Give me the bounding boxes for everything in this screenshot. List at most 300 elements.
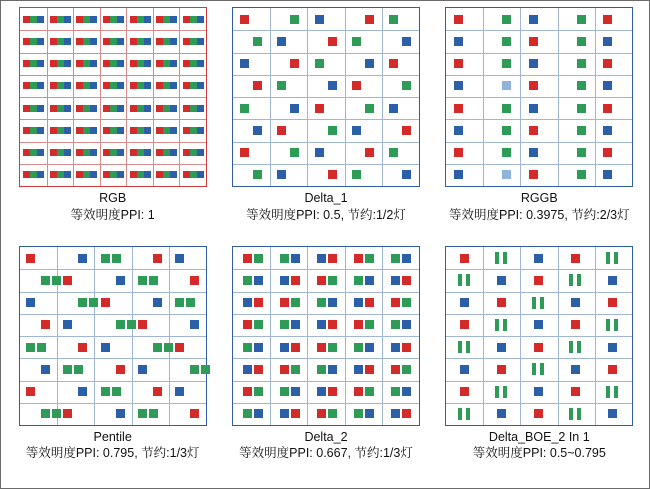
subpixel-bar bbox=[606, 252, 610, 264]
panel-inner bbox=[233, 247, 419, 425]
subpixel-dot bbox=[197, 38, 204, 45]
grid-line-horizontal bbox=[233, 403, 419, 404]
subpixel-dot bbox=[30, 149, 37, 156]
subpixel-dot bbox=[253, 126, 262, 135]
subpixel-dot bbox=[603, 15, 612, 24]
subpixel-bar bbox=[495, 319, 499, 331]
subpixel-dot bbox=[170, 16, 177, 23]
subpixel-dot bbox=[57, 38, 64, 45]
subpixel-dot bbox=[254, 254, 263, 263]
subpixel-dot bbox=[534, 387, 543, 396]
subpixel-bar bbox=[577, 274, 581, 286]
subpixel-dot bbox=[577, 126, 586, 135]
grid-line-horizontal bbox=[233, 292, 419, 293]
subpixel-dot bbox=[354, 365, 363, 374]
subpixel-dot bbox=[130, 60, 137, 67]
grid-line-horizontal bbox=[20, 403, 206, 404]
grid-line-vertical bbox=[558, 8, 559, 186]
subpixel-dot bbox=[190, 105, 197, 112]
subpixel-dot bbox=[50, 16, 57, 23]
subpixel-dot bbox=[30, 82, 37, 89]
subpixel-dot bbox=[103, 171, 110, 178]
subpixel-dot bbox=[89, 298, 98, 307]
subpixel-dot bbox=[603, 126, 612, 135]
subpixel-dot bbox=[50, 149, 57, 156]
panel-cell-delta-boe-2-in-1 bbox=[436, 246, 643, 483]
subpixel-dot bbox=[389, 15, 398, 24]
subpixel-dot bbox=[502, 59, 511, 68]
subpixel-dot bbox=[64, 171, 71, 178]
grid-line-vertical bbox=[126, 8, 127, 186]
subpixel-dot bbox=[83, 127, 90, 134]
subpixel-dot bbox=[78, 387, 87, 396]
subpixel-dot bbox=[90, 127, 97, 134]
subpixel-dot bbox=[78, 343, 87, 352]
subpixel-dot bbox=[101, 298, 110, 307]
subpixel-dot bbox=[37, 82, 44, 89]
grid-line-vertical bbox=[307, 247, 308, 425]
subpixel-dot bbox=[291, 276, 300, 285]
subpixel-bar bbox=[577, 408, 581, 420]
grid-line-horizontal bbox=[446, 292, 632, 293]
subpixel-dot bbox=[291, 254, 300, 263]
grid-line-horizontal bbox=[233, 381, 419, 382]
subpixel-dot bbox=[137, 171, 144, 178]
subpixel-dot bbox=[144, 105, 151, 112]
panel-inner bbox=[446, 8, 632, 186]
grid-line-vertical bbox=[270, 8, 271, 186]
subpixel-dot bbox=[328, 276, 337, 285]
subpixel-bar bbox=[606, 386, 610, 398]
subpixel-dot bbox=[197, 16, 204, 23]
subpixel-dot bbox=[130, 105, 137, 112]
panel-inner bbox=[20, 247, 206, 425]
subpixel-dot bbox=[280, 254, 289, 263]
subpixel-dot bbox=[291, 365, 300, 374]
grid-line-horizontal bbox=[446, 403, 632, 404]
subpixel-dot bbox=[23, 38, 30, 45]
subpixel-bar bbox=[569, 341, 573, 353]
subpixel-dot bbox=[90, 38, 97, 45]
subpixel-bar bbox=[466, 341, 470, 353]
subpixel-dot bbox=[460, 387, 469, 396]
subpixel-dot bbox=[315, 104, 324, 113]
subpixel-dot bbox=[183, 60, 190, 67]
subpixel-dot bbox=[101, 387, 110, 396]
subpixel-dot bbox=[156, 38, 163, 45]
subpixel-dot bbox=[57, 171, 64, 178]
grid-line-vertical bbox=[520, 247, 521, 425]
subpixel-dot bbox=[76, 171, 83, 178]
panel-cell-rggb bbox=[436, 7, 643, 244]
subpixel-dot bbox=[277, 170, 286, 179]
subpixel-dot bbox=[243, 320, 252, 329]
subpixel-dot bbox=[243, 365, 252, 374]
subpixel-dot bbox=[63, 365, 72, 374]
subpixel-dot bbox=[64, 127, 71, 134]
grid-line-vertical bbox=[595, 247, 596, 425]
panel-title: Delta_1 bbox=[304, 191, 348, 205]
subpixel-dot bbox=[137, 149, 144, 156]
subpixel-dot bbox=[37, 105, 44, 112]
subpixel-dot bbox=[138, 365, 147, 374]
subpixel-dot bbox=[328, 170, 337, 179]
subpixel-dot bbox=[138, 409, 147, 418]
subpixel-bar bbox=[503, 386, 507, 398]
subpixel-dot bbox=[183, 82, 190, 89]
subpixel-dot bbox=[365, 387, 374, 396]
subpixel-dot bbox=[317, 276, 326, 285]
subpixel-dot bbox=[352, 170, 361, 179]
subpixel-dot bbox=[391, 387, 400, 396]
subpixel-dot bbox=[103, 127, 110, 134]
grid-line-vertical bbox=[270, 247, 271, 425]
subpixel-dot bbox=[391, 254, 400, 263]
subpixel-dot bbox=[365, 59, 374, 68]
subpixel-dot bbox=[402, 170, 411, 179]
subpixel-dot bbox=[76, 149, 83, 156]
subpixel-dot bbox=[365, 343, 374, 352]
subpixel-dot bbox=[190, 276, 199, 285]
subpixel-dot bbox=[64, 105, 71, 112]
subpixel-dot bbox=[391, 343, 400, 352]
subpixel-dot bbox=[64, 60, 71, 67]
subpixel-dot bbox=[170, 82, 177, 89]
grid-line-vertical bbox=[382, 8, 383, 186]
subpixel-dot bbox=[253, 170, 262, 179]
subpixel-dot bbox=[183, 171, 190, 178]
subpixel-dot bbox=[83, 82, 90, 89]
subpixel-dot bbox=[117, 149, 124, 156]
subpixel-dot bbox=[30, 60, 37, 67]
subpixel-dot bbox=[52, 409, 61, 418]
subpixel-dot bbox=[130, 127, 137, 134]
panel-title: Delta_BOE_2 In 1 bbox=[488, 429, 590, 444]
grid-line-horizontal bbox=[233, 97, 419, 98]
subpixel-dot bbox=[190, 149, 197, 156]
subpixel-dot bbox=[497, 276, 506, 285]
subpixel-dot bbox=[577, 148, 586, 157]
subpixel-dot bbox=[317, 387, 326, 396]
subpixel-dot bbox=[243, 409, 252, 418]
subpixel-bar bbox=[466, 274, 470, 286]
subpixel-dot bbox=[90, 105, 97, 112]
subpixel-dot bbox=[354, 320, 363, 329]
subpixel-dot bbox=[112, 387, 121, 396]
subpixel-dot bbox=[243, 298, 252, 307]
subpixel-dot bbox=[534, 276, 543, 285]
subpixel-dot bbox=[130, 171, 137, 178]
grid-line-horizontal bbox=[233, 164, 419, 165]
subpixel-dot bbox=[280, 276, 289, 285]
subpixel-dot bbox=[130, 16, 137, 23]
subpixel-dot bbox=[529, 81, 538, 90]
subpixel-dot bbox=[170, 149, 177, 156]
subpixel-dot bbox=[317, 298, 326, 307]
subpixel-dot bbox=[175, 298, 184, 307]
subpixel-dot bbox=[103, 16, 110, 23]
subpixel-dot bbox=[117, 60, 124, 67]
subpixel-dot bbox=[110, 149, 117, 156]
subpixel-dot bbox=[149, 276, 158, 285]
subpixel-dot bbox=[110, 105, 117, 112]
subpixel-bar bbox=[495, 252, 499, 264]
subpixel-dot bbox=[83, 105, 90, 112]
subpixel-dot bbox=[197, 149, 204, 156]
subpixel-bar bbox=[458, 408, 462, 420]
subpixel-dot bbox=[603, 59, 612, 68]
subpixel-dot bbox=[57, 82, 64, 89]
subpixel-dot bbox=[354, 254, 363, 263]
grid-line-vertical bbox=[483, 8, 484, 186]
panel-title: RGGB bbox=[520, 191, 558, 205]
subpixel-dot bbox=[240, 104, 249, 113]
subpixel-dot bbox=[502, 104, 511, 113]
subpixel-dot bbox=[352, 81, 361, 90]
subpixel-dot bbox=[83, 16, 90, 23]
subpixel-dot bbox=[37, 343, 46, 352]
grid-line-horizontal bbox=[20, 381, 206, 382]
grid-line-vertical bbox=[47, 8, 48, 186]
subpixel-dot bbox=[608, 276, 617, 285]
subpixel-dot bbox=[529, 148, 538, 157]
subpixel-bar bbox=[540, 297, 544, 309]
subpixel-dot bbox=[41, 365, 50, 374]
subpixel-dot bbox=[37, 171, 44, 178]
subpixel-dot bbox=[328, 81, 337, 90]
subpixel-dot bbox=[190, 82, 197, 89]
subpixel-dot bbox=[577, 59, 586, 68]
subpixel-dot bbox=[163, 149, 170, 156]
subpixel-dot bbox=[83, 149, 90, 156]
subpixel-dot bbox=[153, 343, 162, 352]
subpixel-dot bbox=[144, 60, 151, 67]
subpixel-dot bbox=[26, 387, 35, 396]
subpixel-dot bbox=[240, 15, 249, 24]
subpixel-dot bbox=[365, 409, 374, 418]
subpixel-dot bbox=[502, 37, 511, 46]
subpixel-dot bbox=[163, 38, 170, 45]
pixel-layout-pentile bbox=[19, 246, 207, 426]
caption-delta-boe-2-in-1 bbox=[473, 429, 606, 463]
subpixel-dot bbox=[243, 254, 252, 263]
subpixel-dot bbox=[103, 82, 110, 89]
grid-line-horizontal bbox=[446, 97, 632, 98]
subpixel-dot bbox=[117, 105, 124, 112]
subpixel-dot bbox=[280, 387, 289, 396]
subpixel-dot bbox=[391, 276, 400, 285]
subpixel-dot bbox=[197, 60, 204, 67]
grid-line-horizontal bbox=[233, 53, 419, 54]
subpixel-dot bbox=[402, 37, 411, 46]
panel-subtitle: 等效明度PPI: 0.667, 节约:1/3灯 bbox=[239, 446, 413, 461]
subpixel-dot bbox=[144, 38, 151, 45]
grid-line-horizontal bbox=[233, 358, 419, 359]
subpixel-dot bbox=[110, 171, 117, 178]
subpixel-dot bbox=[163, 16, 170, 23]
subpixel-dot bbox=[454, 126, 463, 135]
subpixel-dot bbox=[534, 254, 543, 263]
subpixel-dot bbox=[26, 343, 35, 352]
subpixel-dot bbox=[315, 15, 324, 24]
caption-pentile bbox=[26, 429, 200, 463]
subpixel-dot bbox=[103, 149, 110, 156]
subpixel-dot bbox=[460, 254, 469, 263]
subpixel-dot bbox=[365, 254, 374, 263]
pixel-layout-delta-2 bbox=[232, 246, 420, 426]
subpixel-bar bbox=[466, 408, 470, 420]
subpixel-dot bbox=[26, 298, 35, 307]
subpixel-dot bbox=[290, 15, 299, 24]
subpixel-dot bbox=[149, 409, 158, 418]
subpixel-dot bbox=[571, 254, 580, 263]
subpixel-dot bbox=[529, 15, 538, 24]
subpixel-dot bbox=[454, 104, 463, 113]
subpixel-dot bbox=[37, 16, 44, 23]
panel-subtitle: 等效明度PPI: 0.5~0.795 bbox=[472, 446, 606, 461]
subpixel-dot bbox=[110, 60, 117, 67]
subpixel-dot bbox=[240, 148, 249, 157]
subpixel-dot bbox=[64, 82, 71, 89]
subpixel-dot bbox=[277, 81, 286, 90]
grid-line-horizontal bbox=[20, 292, 206, 293]
subpixel-dot bbox=[156, 16, 163, 23]
subpixel-dot bbox=[163, 171, 170, 178]
subpixel-dot bbox=[110, 16, 117, 23]
subpixel-dot bbox=[83, 60, 90, 67]
subpixel-dot bbox=[76, 60, 83, 67]
subpixel-dot bbox=[328, 126, 337, 135]
subpixel-dot bbox=[90, 16, 97, 23]
subpixel-bar bbox=[614, 319, 618, 331]
subpixel-dot bbox=[354, 409, 363, 418]
subpixel-dot bbox=[156, 105, 163, 112]
subpixel-dot bbox=[603, 104, 612, 113]
grid-line-horizontal bbox=[20, 358, 206, 359]
subpixel-dot bbox=[402, 365, 411, 374]
subpixel-dot bbox=[183, 149, 190, 156]
subpixel-dot bbox=[144, 127, 151, 134]
subpixel-dot bbox=[163, 127, 170, 134]
subpixel-dot bbox=[64, 16, 71, 23]
subpixel-dot bbox=[402, 387, 411, 396]
subpixel-dot bbox=[137, 82, 144, 89]
subpixel-dot bbox=[603, 81, 612, 90]
subpixel-dot bbox=[454, 170, 463, 179]
grid-line-horizontal bbox=[446, 381, 632, 382]
subpixel-dot bbox=[315, 148, 324, 157]
subpixel-dot bbox=[365, 298, 374, 307]
subpixel-dot bbox=[240, 59, 249, 68]
pixel-layout-rggb bbox=[445, 7, 633, 187]
subpixel-dot bbox=[23, 105, 30, 112]
subpixel-dot bbox=[156, 82, 163, 89]
caption-rggb bbox=[449, 190, 630, 224]
subpixel-dot bbox=[50, 127, 57, 134]
subpixel-dot bbox=[454, 59, 463, 68]
subpixel-bar bbox=[532, 363, 536, 375]
subpixel-dot bbox=[354, 343, 363, 352]
subpixel-dot bbox=[328, 254, 337, 263]
subpixel-dot bbox=[317, 409, 326, 418]
grid-line-horizontal bbox=[233, 314, 419, 315]
subpixel-dot bbox=[328, 343, 337, 352]
subpixel-dot bbox=[37, 149, 44, 156]
subpixel-dot bbox=[529, 37, 538, 46]
grid-line-vertical bbox=[100, 8, 101, 186]
pixel-layout-delta-boe-2-in-1 bbox=[445, 246, 633, 426]
subpixel-dot bbox=[243, 276, 252, 285]
subpixel-dot bbox=[577, 170, 586, 179]
grid-line-horizontal bbox=[233, 119, 419, 120]
subpixel-dot bbox=[170, 105, 177, 112]
subpixel-bar bbox=[614, 386, 618, 398]
subpixel-dot bbox=[502, 126, 511, 135]
subpixel-dot bbox=[137, 16, 144, 23]
subpixel-dot bbox=[153, 298, 162, 307]
subpixel-dot bbox=[76, 82, 83, 89]
subpixel-dot bbox=[90, 149, 97, 156]
subpixel-dot bbox=[254, 343, 263, 352]
panel-cell-delta-1 bbox=[222, 7, 429, 244]
pixel-layout-rgb bbox=[19, 7, 207, 187]
subpixel-dot bbox=[186, 298, 195, 307]
subpixel-dot bbox=[454, 15, 463, 24]
subpixel-dot bbox=[603, 170, 612, 179]
subpixel-dot bbox=[144, 82, 151, 89]
subpixel-dot bbox=[41, 409, 50, 418]
subpixel-dot bbox=[163, 82, 170, 89]
grid-line-horizontal bbox=[446, 142, 632, 143]
subpixel-dot bbox=[391, 409, 400, 418]
subpixel-dot bbox=[144, 171, 151, 178]
panel-grid bbox=[9, 7, 643, 482]
subpixel-dot bbox=[164, 343, 173, 352]
subpixel-dot bbox=[190, 60, 197, 67]
subpixel-dot bbox=[608, 298, 617, 307]
subpixel-dot bbox=[156, 127, 163, 134]
grid-line-vertical bbox=[345, 8, 346, 186]
subpixel-dot bbox=[64, 38, 71, 45]
subpixel-dot bbox=[190, 320, 199, 329]
grid-line-horizontal bbox=[446, 53, 632, 54]
subpixel-dot bbox=[76, 16, 83, 23]
grid-line-vertical bbox=[483, 247, 484, 425]
panel-subtitle: 等效明度PPI: 0.795, 节约:1/3灯 bbox=[25, 446, 200, 461]
subpixel-dot bbox=[190, 127, 197, 134]
subpixel-dot bbox=[391, 320, 400, 329]
panel-cell-rgb bbox=[9, 7, 216, 244]
subpixel-bar bbox=[458, 341, 462, 353]
subpixel-dot bbox=[502, 170, 511, 179]
subpixel-dot bbox=[23, 82, 30, 89]
subpixel-dot bbox=[201, 365, 210, 374]
subpixel-dot bbox=[291, 387, 300, 396]
subpixel-dot bbox=[137, 60, 144, 67]
panel-inner bbox=[20, 8, 206, 186]
caption-rgb bbox=[71, 190, 155, 224]
subpixel-dot bbox=[577, 15, 586, 24]
subpixel-dot bbox=[402, 254, 411, 263]
subpixel-dot bbox=[30, 38, 37, 45]
grid-line-horizontal bbox=[233, 142, 419, 143]
subpixel-dot bbox=[197, 127, 204, 134]
panel-title: RGB bbox=[99, 191, 127, 205]
subpixel-dot bbox=[577, 104, 586, 113]
panel-inner bbox=[233, 8, 419, 186]
subpixel-dot bbox=[402, 126, 411, 135]
subpixel-dot bbox=[183, 105, 190, 112]
